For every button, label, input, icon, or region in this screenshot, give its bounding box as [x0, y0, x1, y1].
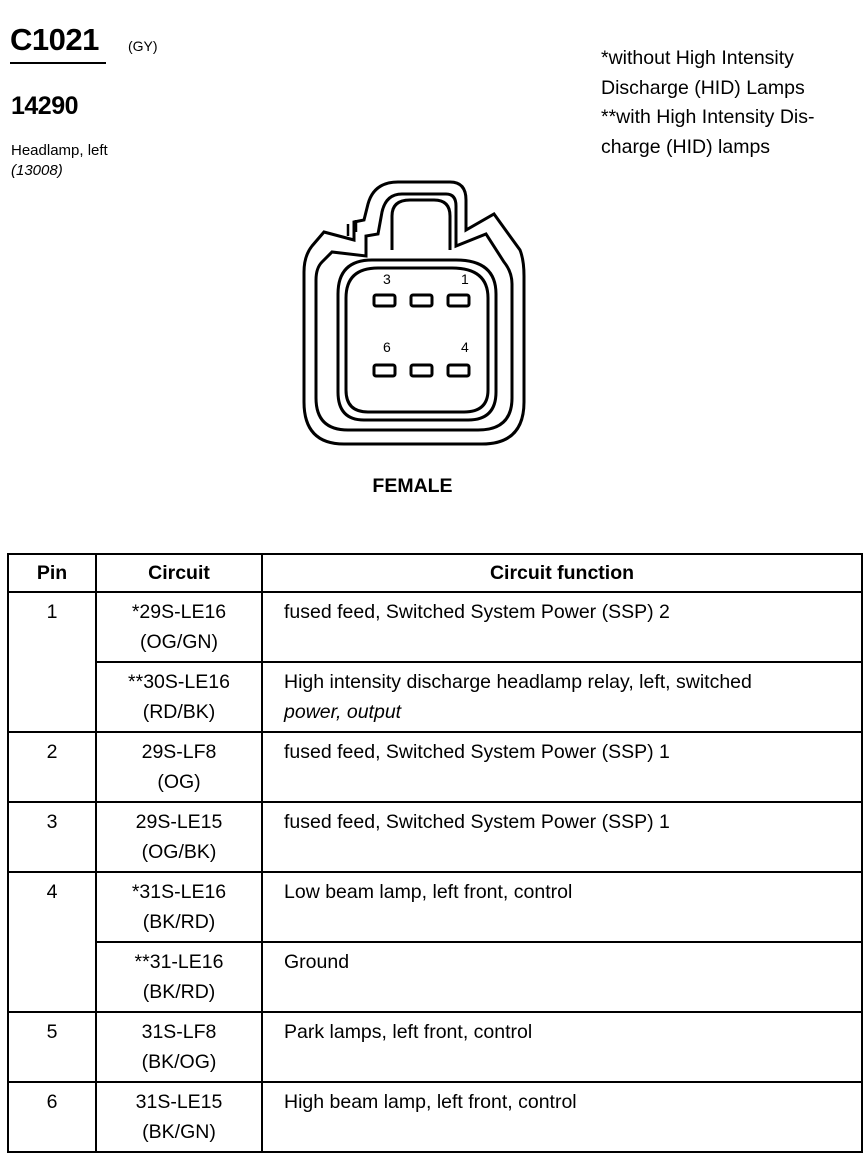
pin-socket-5 — [411, 365, 432, 376]
circuit-function — [262, 1082, 862, 1152]
pin-number: 4 — [8, 872, 96, 1012]
function-text: fused feed, Switched System Power (SSP) 1 — [284, 741, 670, 763]
circuit-code: 29S-LE15 — [135, 811, 223, 833]
wire-color: (BK/RD) — [142, 910, 216, 933]
pin-socket-2 — [411, 295, 432, 306]
circuit-code: **30S-LE16 — [128, 671, 230, 693]
table-row — [8, 1082, 862, 1152]
circuit-function — [262, 802, 862, 872]
circuit — [96, 592, 262, 662]
table-row — [8, 662, 862, 732]
function-text: Ground — [284, 951, 350, 973]
wire-color: (BK/RD) — [142, 980, 216, 1003]
pin-number: 3 — [8, 802, 96, 872]
component-code: (13008) — [11, 162, 63, 179]
circuit-function — [262, 872, 862, 942]
function-text: High beam lamp, left front, control — [284, 1091, 577, 1113]
circuit-function — [262, 942, 862, 1012]
circuit-code: 29S-LF8 — [141, 741, 217, 763]
header-circuit-function: Circuit function — [262, 554, 862, 592]
circuit-function — [262, 662, 862, 732]
pinout-table — [7, 553, 863, 1153]
pin-socket-3 — [374, 295, 395, 306]
header-pin: Pin — [8, 554, 96, 592]
footnote-without-hid: *without High Intensity Discharge (HID) Lamps — [601, 47, 805, 99]
pin-socket-6 — [374, 365, 395, 376]
circuit-code: **31-LE16 — [134, 951, 224, 973]
connector-face-diagram — [298, 176, 528, 448]
function-text: fused feed, Switched System Power (SSP) 2 — [284, 601, 670, 623]
pin-cavity-block — [338, 260, 496, 420]
footnotes — [601, 44, 863, 162]
wire-color: (BK/OG) — [141, 1050, 217, 1073]
pin-socket-4 — [448, 365, 469, 376]
circuit — [96, 942, 262, 1012]
connector-id-underline — [10, 62, 106, 64]
pin-socket-1 — [448, 295, 469, 306]
circuit — [96, 732, 262, 802]
footnote-with-hid: **with High Intensity Dis- charge (HID) lamps — [601, 106, 815, 158]
function-text: High intensity discharge headlamp relay, left, switched — [284, 671, 752, 693]
table-row — [8, 942, 862, 1012]
component-description: Headlamp, left — [11, 142, 108, 159]
pin-label-4: 4 — [461, 339, 469, 355]
circuit-code: *29S-LE16 — [131, 601, 227, 623]
function-text: fused feed, Switched System Power (SSP) 1 — [284, 811, 670, 833]
function-text-italic: power, output — [284, 700, 402, 723]
pin-number: 6 — [8, 1082, 96, 1152]
wire-color: (RD/BK) — [142, 700, 216, 723]
table-row — [8, 732, 862, 802]
wire-color: (OG/BK) — [141, 840, 217, 863]
circuit-code: *31S-LE16 — [131, 881, 227, 903]
function-text: Park lamps, left front, control — [284, 1021, 533, 1043]
table-header-row — [8, 554, 862, 592]
wire-color: (OG/GN) — [140, 630, 218, 653]
pin-number: 2 — [8, 732, 96, 802]
pin-label-1: 1 — [461, 271, 469, 287]
table-row — [8, 872, 862, 942]
circuit — [96, 1082, 262, 1152]
connector-color: (GY) — [128, 38, 158, 54]
part-number: 14290 — [11, 92, 79, 120]
circuit-code: 31S-LF8 — [141, 1021, 217, 1043]
circuit — [96, 802, 262, 872]
table-row — [8, 1012, 862, 1082]
wire-color: (OG) — [157, 770, 201, 793]
table-row — [8, 802, 862, 872]
pin-label-3: 3 — [383, 271, 391, 287]
function-text: Low beam lamp, left front, control — [284, 881, 573, 903]
connector-gender-label: FEMALE — [372, 475, 453, 497]
table-row — [8, 592, 862, 662]
circuit-function — [262, 592, 862, 662]
circuit-function — [262, 732, 862, 802]
circuit — [96, 1012, 262, 1082]
wire-color: (BK/GN) — [142, 1120, 216, 1143]
connector-id: C1021 — [10, 22, 99, 57]
circuit-code: 31S-LE15 — [135, 1091, 223, 1113]
latch-tab — [392, 200, 450, 250]
circuit — [96, 872, 262, 942]
circuit — [96, 662, 262, 732]
pin-number: 1 — [8, 592, 96, 732]
circuit-function — [262, 1012, 862, 1082]
pin-number: 5 — [8, 1012, 96, 1082]
header-circuit: Circuit — [96, 554, 262, 592]
pin-label-6: 6 — [383, 339, 391, 355]
